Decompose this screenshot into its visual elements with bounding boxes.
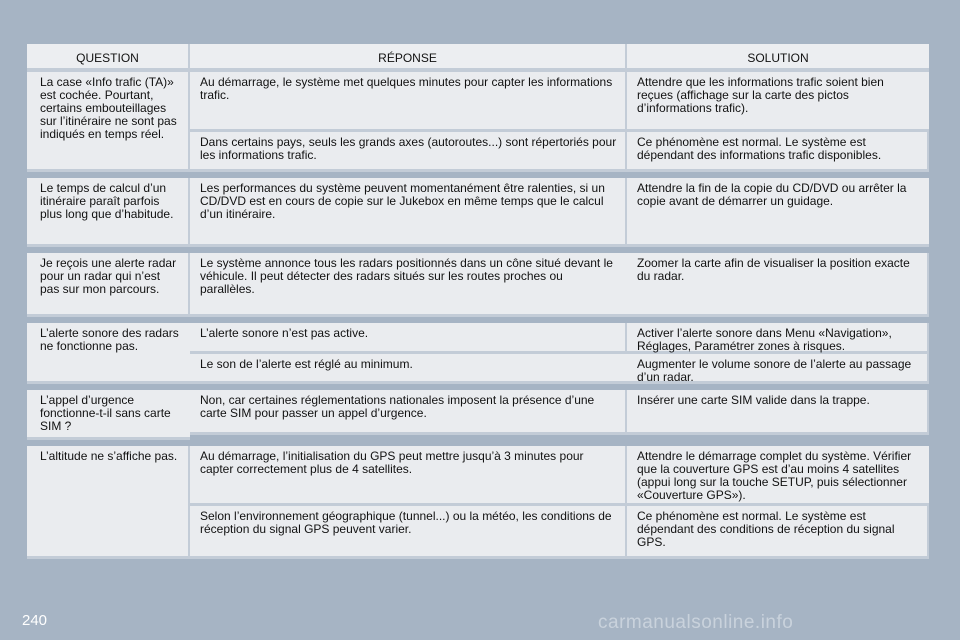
header-question: QUESTION (27, 44, 190, 72)
response-cell: Au démarrage, le système met quelques minutes pour capter les informations trafic. (190, 72, 627, 132)
question-cell: L’altitude ne s’affiche pas. (27, 446, 190, 559)
solution-cell: Attendre le démarrage complet du système. Vérifier que la couverture GPS est d’au moins 4 satellites (appui long sur la touche SETUP, puis sélectionner «Couverture GPS»). (627, 446, 929, 506)
question-cell: Le temps de calcul d’un itinéraire paraît parfois plus long que d’habitude. (27, 178, 190, 247)
response-cell: Dans certains pays, seuls les grands axes (autoroutes...) sont répertoriés pour les informations trafic. (190, 132, 627, 172)
watermark-text: carmanualsonline.info (598, 612, 794, 633)
response-cell: Au démarrage, l’initialisation du GPS peut mettre jusqu’à 3 minutes pour capter correctement plus de 4 satellites. (190, 446, 627, 506)
question-cell: L’appel d’urgence fonctionne-t-il sans carte SIM ? (27, 390, 190, 440)
response-cell: Non, car certaines réglementations nationales imposent la présence d’une carte SIM pour passer un appel d’urgence. (190, 390, 627, 435)
troubleshooting-table (27, 44, 929, 559)
question-cell: Je reçois une alerte radar pour un radar qui n’est pas sur mon parcours. (27, 253, 190, 317)
response-cell: L’alerte sonore n’est pas active. (190, 323, 627, 354)
response-cell: Les performances du système peuvent momentanément être ralenties, si un CD/DVD est en cours de copie sur le Jukebox en même temps que le calcul d’un itinéraire. (190, 178, 627, 247)
solution-cell: Ce phénomène est normal. Le système est dépendant des informations trafic disponibles. (627, 132, 929, 172)
header-response: RÉPONSE (190, 44, 627, 72)
solution-cell: Zoomer la carte afin de visualiser la position exacte du radar. (627, 253, 929, 317)
response-cell: Selon l’environnement géographique (tunnel...) ou la météo, les conditions de réception du signal GPS peuvent varier. (190, 506, 627, 559)
table-grid (27, 44, 929, 559)
page-number: 240 (22, 612, 48, 629)
header-solution: SOLUTION (627, 44, 929, 72)
response-cell: Le système annonce tous les radars positionnés dans un cône situé devant le véhicule. Il peut détecter des radars situés sur les routes proches ou parallèles. (190, 253, 627, 317)
solution-cell: Activer l’alerte sonore dans Menu «Navigation», Réglages, Paramétrer zones à risques. (627, 323, 929, 354)
solution-cell: Ce phénomène est normal. Le système est dépendant des conditions de réception du signal GPS. (627, 506, 929, 559)
question-cell: La case «Info trafic (TA)» est cochée. Pourtant, certains embouteillages sur l’itinéraire ne sont pas indiqués en temps réel. (27, 72, 190, 172)
solution-cell: Attendre que les informations trafic soient bien reçues (affichage sur la carte des pictos d’informations trafic). (627, 72, 929, 132)
solution-cell: Attendre la fin de la copie du CD/DVD ou arrêter la copie avant de démarrer un guidage. (627, 178, 929, 247)
solution-cell: Augmenter le volume sonore de l’alerte au passage d’un radar. (627, 354, 929, 384)
question-cell: L’alerte sonore des radars ne fonctionne pas. (27, 323, 190, 384)
response-cell: Le son de l’alerte est réglé au minimum. (190, 354, 627, 384)
solution-cell: Insérer une carte SIM valide dans la trappe. (627, 390, 929, 435)
